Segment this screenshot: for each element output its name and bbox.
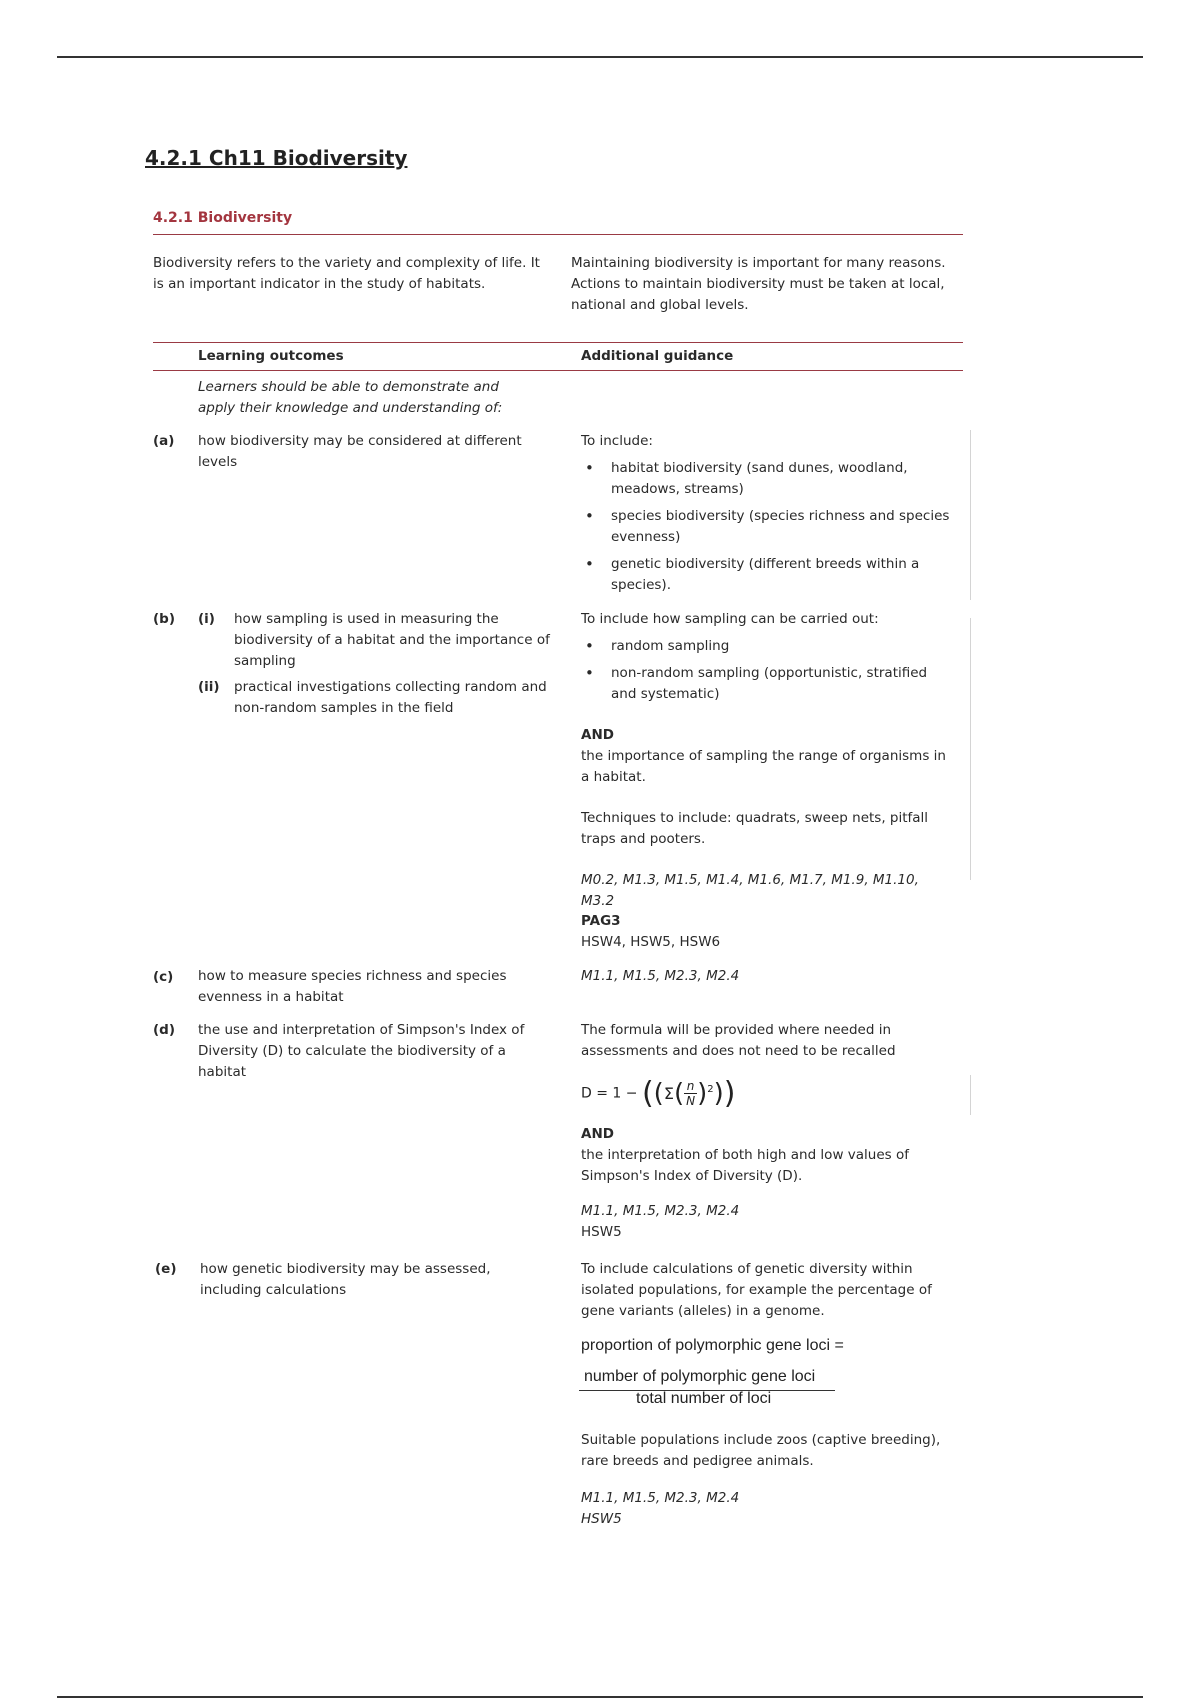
row-b-hsw: HSW4, HSW5, HSW6 xyxy=(581,934,721,950)
row-d-guidance: The formula will be provided where needed in assessments and does not need to be recalled xyxy=(581,1022,896,1059)
close-paren-inner: ) xyxy=(713,1078,724,1109)
row-e-maths: M1.1, M1.5, M2.3, M2.4 xyxy=(581,1490,740,1506)
row-b-techniques: Techniques to include: quadrats, sweep nets, pitfall traps and pooters. xyxy=(581,810,929,847)
col-header-learning: Learning outcomes xyxy=(198,348,344,364)
row-b-and-text: the importance of sampling the range of organisms in a habitat. xyxy=(581,748,946,785)
close-paren: ) xyxy=(723,1076,736,1111)
row-a-outcome: how biodiversity may be considered at different levels xyxy=(198,433,522,470)
row-b-sub-ii: practical investigations collecting random and non-random samples in the field xyxy=(234,679,547,716)
row-c-label: (c) xyxy=(153,969,174,985)
close-paren-frac: ) xyxy=(697,1078,708,1109)
intro-right: Maintaining biodiversity is important for many reasons. Actions to maintain biodiversity must be taken at local, national and global levels. xyxy=(571,255,946,313)
section-heading: 4.2.1 Biodiversity xyxy=(153,210,293,226)
formula-power: 2 xyxy=(707,1083,714,1095)
row-d-and-text: the interpretation of both high and low values of Simpson's Index of Diversity (D). xyxy=(581,1147,909,1184)
row-d-label: (d) xyxy=(153,1022,176,1038)
row-c-maths: M1.1, M1.5, M2.3, M2.4 xyxy=(581,968,740,984)
row-b-guidance-intro: To include how sampling can be carried out: xyxy=(581,611,879,627)
simpson-formula xyxy=(581,1076,735,1111)
list-item: • species biodiversity (species richness and species evenness) xyxy=(581,506,956,548)
row-e-populations: Suitable populations include zoos (captive breeding), rare breeds and pedigree animals. xyxy=(581,1432,941,1469)
open-paren-inner: ( xyxy=(653,1078,664,1109)
simpson-fraction xyxy=(684,1079,697,1108)
row-b-maths: M0.2, M1.3, M1.5, M1.4, M1.6, M1.7, M1.9, M1.10, M3.2 xyxy=(581,872,919,909)
row-d-outcome: the use and interpretation of Simpson's Index of Diversity (D) to calculate the biodiversity of a habitat xyxy=(198,1022,525,1080)
row-b-sub-i: how sampling is used in measuring the biodiversity of a habitat and the importance of sampling xyxy=(234,611,550,669)
intro-left: Biodiversity refers to the variety and complexity of life. It is an important indicator in the study of habitats. xyxy=(153,255,540,292)
row-a-bullets xyxy=(581,458,956,596)
open-paren-frac: ( xyxy=(673,1078,685,1109)
divider-d xyxy=(970,1075,971,1115)
row-b-label: (b) xyxy=(153,611,176,627)
fraction-numerator: n xyxy=(684,1079,697,1094)
list-item: • random sampling xyxy=(581,636,956,657)
list-item: • habitat biodiversity (sand dunes, woodland, meadows, streams) xyxy=(581,458,956,500)
poly-formula-numerator: number of polymorphic gene loci xyxy=(584,1368,816,1385)
row-e-hsw: HSW5 xyxy=(581,1511,622,1527)
open-paren: ( xyxy=(641,1076,654,1111)
row-d-hsw: HSW5 xyxy=(581,1224,622,1240)
row-a-guidance-intro: To include: xyxy=(581,433,653,449)
poly-formula-lhs: proportion of polymorphic gene loci = xyxy=(581,1337,844,1354)
row-b-bullets xyxy=(581,636,956,705)
row-b-pag: PAG3 xyxy=(581,913,621,929)
section-underline xyxy=(153,234,963,235)
list-item: • genetic biodiversity (different breeds within a species). xyxy=(581,554,956,596)
row-b-sub-i-label: (i) xyxy=(198,611,215,627)
simpson-formula-lhs: D = 1 − xyxy=(581,1085,638,1102)
row-e-label: (e) xyxy=(155,1261,177,1277)
row-d-and-label: AND xyxy=(581,1126,614,1142)
top-rule xyxy=(57,56,1143,58)
table-header-bottom-line xyxy=(153,370,963,371)
sigma: Σ xyxy=(663,1084,674,1103)
row-d-maths: M1.1, M1.5, M2.3, M2.4 xyxy=(581,1203,740,1219)
row-b-sub-ii-label: (ii) xyxy=(198,679,220,695)
poly-formula-denominator: total number of loci xyxy=(636,1390,772,1407)
page-title: 4.2.1 Ch11 Biodiversity xyxy=(145,146,408,170)
row-a-guidance xyxy=(581,431,956,602)
list-item: • non-random sampling (opportunistic, stratified and systematic) xyxy=(581,663,956,705)
row-e-guidance: To include calculations of genetic diversity within isolated populations, for example the percentage of gene variants (alleles) in a genome. xyxy=(581,1261,932,1319)
row-e-outcome: how genetic biodiversity may be assessed, including calculations xyxy=(200,1261,491,1298)
divider-b xyxy=(970,618,971,880)
row-b-guidance xyxy=(581,609,956,711)
bottom-rule xyxy=(57,1696,1143,1698)
col-header-guidance: Additional guidance xyxy=(581,348,734,364)
learners-note: Learners should be able to demonstrate and apply their knowledge and understanding of: xyxy=(198,379,503,416)
table-header-top-line xyxy=(153,342,963,343)
row-c-outcome: how to measure species richness and species evenness in a habitat xyxy=(198,968,507,1005)
fraction-denominator: N xyxy=(686,1094,696,1108)
row-a-label: (a) xyxy=(153,433,175,449)
row-b-and-label: AND xyxy=(581,727,614,743)
divider-a xyxy=(970,430,971,600)
